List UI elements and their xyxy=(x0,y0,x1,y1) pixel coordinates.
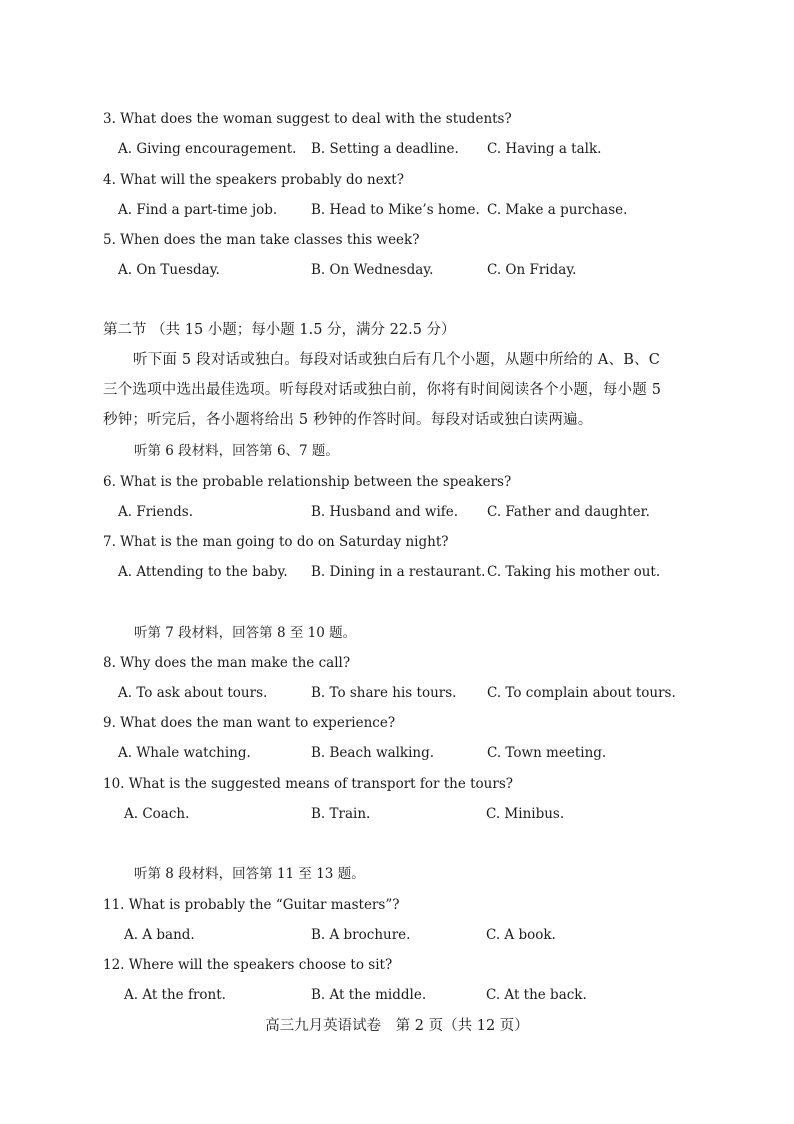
group-heading: 听第 8 段材料，回答第 11 至 13 题。 xyxy=(134,866,365,882)
option-c: C. Taking his mother out. xyxy=(487,564,661,580)
option-b: B. Train. xyxy=(311,806,371,822)
option-a: A. Coach. xyxy=(124,806,190,822)
option-a: A. Attending to the baby. xyxy=(118,564,288,580)
answer-options xyxy=(118,261,698,279)
question-stem: 12. Where will the speakers choose to sit? xyxy=(103,957,393,973)
question-stem: 11. What is probably the “Guitar masters”? xyxy=(103,897,400,913)
answer-options xyxy=(124,986,704,1004)
option-b: B. Dining in a restaurant. xyxy=(311,564,486,580)
answer-options xyxy=(118,140,698,158)
option-b: B. Head to Mike’s home. xyxy=(311,202,480,218)
question-stem: 6. What is the probable relationship between the speakers? xyxy=(103,474,512,490)
option-a: A. On Tuesday. xyxy=(118,262,220,278)
option-c: C. Having a talk. xyxy=(487,141,602,157)
instructions-line: 秒钟；听完后，各小题将给出 5 秒钟的作答时间。每段对话或独白读两遍。 xyxy=(103,412,593,428)
page-footer: 高三九月英语试卷 第 2 页（共 12 页） xyxy=(265,1018,529,1034)
answer-options xyxy=(118,503,698,521)
option-b: B. Husband and wife. xyxy=(311,504,459,520)
group-heading: 听第 6 段材料，回答第 6、7 题。 xyxy=(134,443,339,459)
option-a: A. A band. xyxy=(124,927,195,943)
option-a: A. At the front. xyxy=(124,987,226,1003)
option-a: A. To ask about tours. xyxy=(118,685,268,701)
group-heading: 听第 7 段材料，回答第 8 至 10 题。 xyxy=(134,625,357,641)
answer-options xyxy=(118,201,698,219)
option-c: C. Father and daughter. xyxy=(487,504,650,520)
instructions-line: 听下面 5 段对话或独白。每段对话或独白后有几个小题，从题中所给的 A、B、C xyxy=(133,352,661,368)
instructions-line: 三个选项中选出最佳选项。听每段对话或独白前，你将有时间阅读各个小题，每小题 5 xyxy=(103,382,662,398)
option-b: B. At the middle. xyxy=(311,987,427,1003)
question-stem: 7. What is the man going to do on Saturday night? xyxy=(103,534,449,550)
answer-options xyxy=(124,805,704,823)
section-title: 第二节 （共 15 小题；每小题 1.5 分，满分 22.5 分） xyxy=(103,322,456,338)
option-a: A. Friends. xyxy=(118,504,194,520)
option-b: B. A brochure. xyxy=(311,927,411,943)
option-c: C. Make a purchase. xyxy=(487,202,628,218)
answer-options xyxy=(118,744,698,762)
question-stem: 4. What will the speakers probably do next? xyxy=(103,172,404,188)
question-stem: 10. What is the suggested means of transport for the tours? xyxy=(103,776,513,792)
option-c: C. A book. xyxy=(486,927,556,943)
option-a: A. Whale watching. xyxy=(118,745,251,761)
question-stem: 9. What does the man want to experience? xyxy=(103,715,396,731)
option-c: C. On Friday. xyxy=(487,262,577,278)
option-a: A. Giving encouragement. xyxy=(118,141,297,157)
question-stem: 3. What does the woman suggest to deal with the students? xyxy=(103,111,512,127)
option-b: B. To share his tours. xyxy=(311,685,457,701)
option-b: B. On Wednesday. xyxy=(311,262,434,278)
question-stem: 8. Why does the man make the call? xyxy=(103,655,351,671)
question-stem: 5. When does the man take classes this week? xyxy=(103,232,420,248)
option-c: C. Town meeting. xyxy=(487,745,607,761)
option-a: A. Find a part-time job. xyxy=(118,202,278,218)
option-c: C. To complain about tours. xyxy=(487,685,676,701)
option-b: B. Beach walking. xyxy=(311,745,435,761)
answer-options xyxy=(118,563,698,581)
option-c: C. At the back. xyxy=(486,987,587,1003)
answer-options xyxy=(118,684,698,702)
option-c: C. Minibus. xyxy=(486,806,565,822)
answer-options xyxy=(124,926,704,944)
option-b: B. Setting a deadline. xyxy=(311,141,459,157)
